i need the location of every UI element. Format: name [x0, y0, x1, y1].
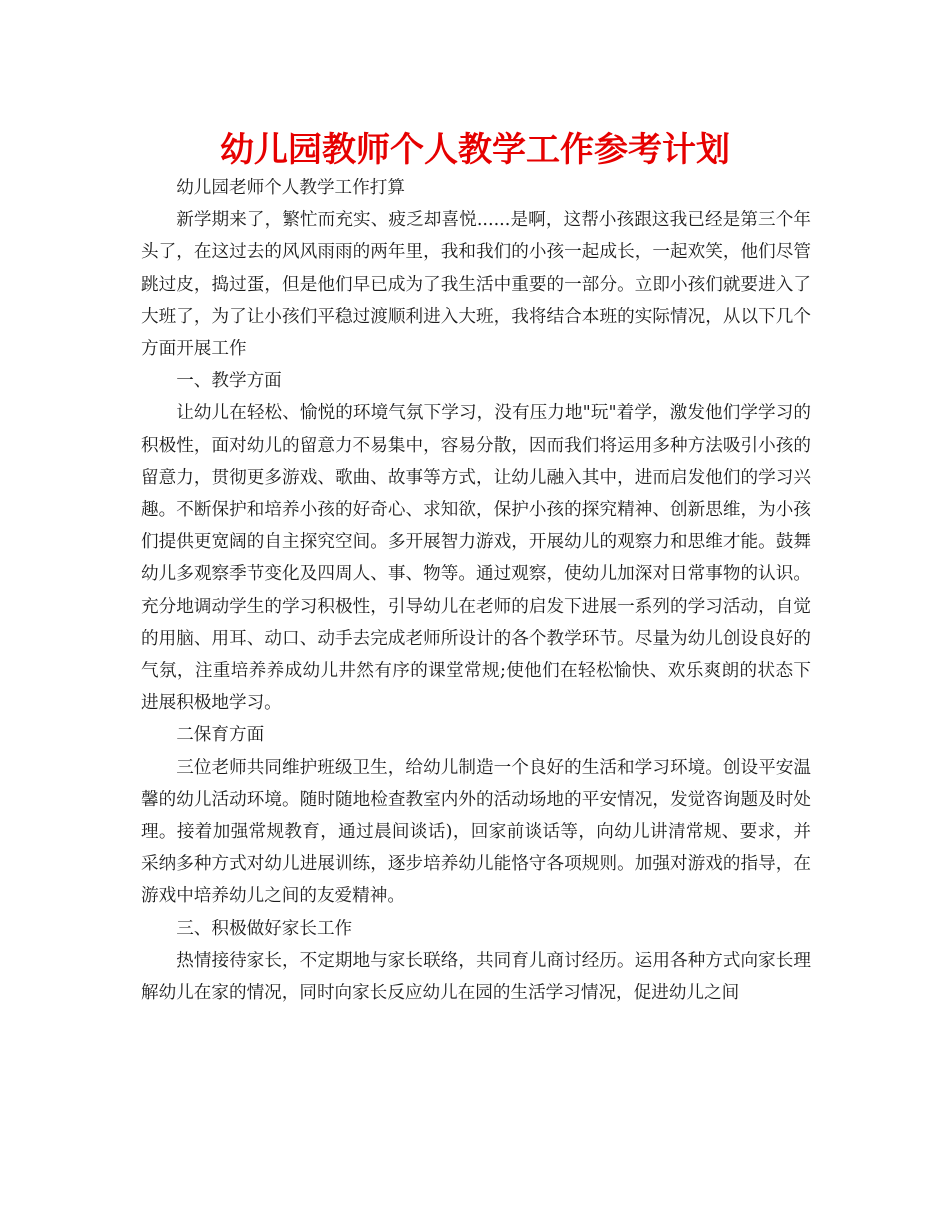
care-paragraph: 三位老师共同维护班级卫生，给幼儿制造一个良好的生活和学习环境。创设平安温馨的幼儿活动环境。随时随地检查教室内外的活动场地的平安情况，发觉咨询题及时处理。接着加强常规教育，通过晨间谈话)，回家前谈话等，向幼儿讲清常规、要求，并采纳多种方式对幼儿进展训练，逐步培养幼儿能恪守各项规则。加强对游戏的指导，在游戏中培养幼儿之间的友爱精神。: [141, 757, 811, 907]
section-heading-care: 二保育方面: [176, 725, 265, 746]
subtitle-paragraph: 幼儿园老师个人教学工作打算: [176, 178, 405, 198]
document-title: 幼儿园教师个人教学工作参考计划: [220, 130, 730, 170]
document-body: [141, 172, 811, 1009]
section-heading-teaching: 一、教学方面: [176, 371, 282, 392]
teaching-paragraph: 让幼儿在轻松、愉悦的环境气氛下学习，没有压力地"玩"着学，激发他们学学习的积极性，面对幼儿的留意力不易集中，容易分散，因而我们将运用多种方法吸引小孩的留意力，贯彻更多游戏、歌曲、故事等方式，让幼儿融入其中，进而启发他们的学习兴趣。不断保护和培养小孩的好奇心、求知欲，保护小孩的探究精神、创新思维，为小孩们提供更宽阔的自主探究空间。多开展智力游戏，开展幼儿的观察力和思维才能。鼓舞幼儿多观察季节变化及四周人、事、物等。通过观察，使幼儿加深对日常事物的认识。充分地调动学生的学习积极性，引导幼儿在老师的启发下进展一系列的学习活动，自觉的用脑、用耳、动口、动手去完成老师所设计的各个教学环节。尽量为幼儿创设良好的气氛，注重培养养成幼儿井然有序的课堂常规;使他们在轻松愉快、欢乐爽朗的状态下进展积极地学习。: [141, 403, 811, 714]
section-heading-parents: 三、积极做好家长工作: [176, 918, 353, 939]
intro-paragraph: 新学期来了，繁忙而充实、疲乏却喜悦......是啊，这帮小孩跟这我已经是第三个年头了，在这过去的风风雨雨的两年里，我和我们的小孩一起成长，一起欢笑，他们尽管跳过皮，捣过蛋，但是他们早已成为了我生活中重要的一部分。立即小孩们就要进入了大班了，为了让小孩们平稳过渡顺利进入大班，我将结合本班的实际情况，从以下几个方面开展工作: [141, 210, 811, 360]
parents-paragraph: 热情接待家长，不定期地与家长联络，共同育儿商讨经历。运用各种方式向家长理解幼儿在家的情况，同时向家长反应幼儿在园的生活学习情况，促进幼儿之间: [141, 950, 811, 1004]
